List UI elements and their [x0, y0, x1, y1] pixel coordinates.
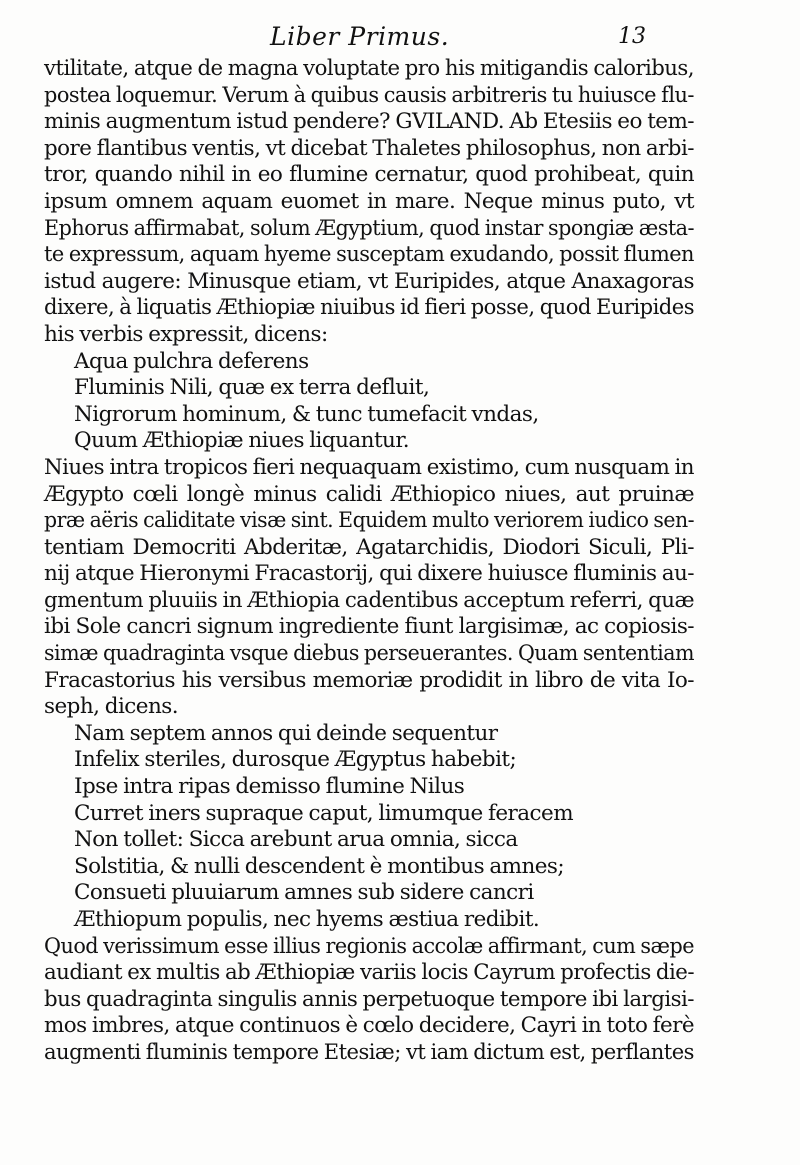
verse-line: Fluminis Nili, quæ ex terra defluit, — [74, 375, 430, 401]
body-text — [44, 56, 694, 1067]
verse-line: Nam septem annos qui deinde sequentur — [74, 720, 498, 746]
running-title: Liber Primus. — [270, 22, 450, 51]
text-line: augmenti fluminis tempore Etesiæ; vt iam dictum est, perflantes — [44, 1039, 694, 1065]
text-line: vtilitate, atque de magna voluptate pro his mitigandis caloribus, — [44, 56, 695, 81]
text-line: Ægypto cœli longè minus calidi Æthiopico niues, aut pruinæ — [44, 481, 695, 507]
page-header — [0, 22, 800, 54]
page-number: 13 — [618, 24, 646, 49]
verse-line: Infelix steriles, durosque Ægyptus habebit; — [74, 747, 517, 773]
text-line: nij atque Hieronymi Fracastorij, qui dixere huiusce fluminis au- — [44, 561, 694, 587]
text-line: Niues intra tropicos fieri nequaquam existimo, cum nusquam in — [44, 454, 694, 480]
text-line: Fracastorius his versibus memoriæ prodidit in libro de vita Io- — [44, 667, 694, 693]
text-line: tentiam Democriti Abderitæ, Agatarchidis, Diodori Siculi, Pli- — [44, 534, 695, 560]
verse-line: Ipse intra ripas demisso flumine Nilus — [74, 774, 465, 800]
text-line: tror, quando nihil in eo flumine cernatur, quod prohibeat, quin — [44, 162, 694, 188]
verse-line: Aqua pulchra deferens — [74, 348, 309, 374]
text-line: minis augmentum istud pendere? GVILAND. Ab Etesiis eo tem- — [44, 109, 695, 135]
text-line: audiant ex multis ab Æthiopiæ variis locis Cayrum profectis die- — [44, 960, 694, 986]
text-line: Quod verissimum esse illius regionis accolæ affirmant, cum sæpe — [44, 933, 695, 959]
verse-line: Æthiopum populis, nec hyems æstiua redibit. — [74, 907, 540, 932]
text-line: ibi Sole cancri signum ingrediente fiunt largisimæ, ac copiosis- — [44, 614, 695, 640]
text-line: præ aëris caliditate visæ sint. Equidem multo veriorem iudico sen- — [44, 508, 695, 534]
text-line: te expressum, aquam hyeme susceptam exudando, possit flumen — [44, 242, 694, 268]
text-line: dixere, à liquatis Æthiopiæ niuibus id fieri posse, quod Euripides — [44, 295, 694, 321]
verse-line: Nigrorum hominum, & tunc tumefacit vndas, — [74, 401, 539, 427]
text-line: pore flantibus ventis, vt dicebat Thaletes philosophus, non arbi- — [44, 135, 694, 161]
text-line: simæ quadraginta vsque diebus perseuerantes. Quam sententiam — [44, 641, 694, 667]
text-line: ipsum omnem aquam euomet in mare. Neque minus puto, vt — [44, 188, 694, 214]
text-line: his verbis expressit, dicens: — [44, 321, 328, 347]
text-line: bus quadraginta singulis annis perpetuoque tempore ibi largisi- — [44, 986, 694, 1012]
verse-line: Non tollet: Sicca arebunt arua omnia, sicca — [74, 827, 518, 853]
text-line: Ephorus affirmabat, solum Ægyptium, quod instar spongiæ æsta- — [44, 215, 694, 241]
text-line: postea loquemur. Verum à quibus causis arbitreris tu huiusce flu- — [44, 82, 694, 108]
verse-line: Consueti pluuiarum amnes sub sidere cancri — [74, 880, 534, 906]
verse-line: Quum Æthiopiæ niues liquantur. — [74, 428, 409, 454]
text-line: seph, dicens. — [44, 694, 179, 720]
text-line: istud augere: Minusque etiam, vt Euripides, atque Anaxagoras — [44, 268, 695, 294]
verse-line: Solstitia, & nulli descendent è montibus amnes; — [74, 853, 565, 879]
text-line: gmentum pluuiis in Æthiopia cadentibus acceptum referri, quæ — [44, 587, 695, 613]
text-line: mos imbres, atque continuos è cœlo decidere, Cayri in toto ferè — [44, 1013, 694, 1039]
verse-line: Curret iners supraque caput, limumque feracem — [74, 800, 574, 826]
